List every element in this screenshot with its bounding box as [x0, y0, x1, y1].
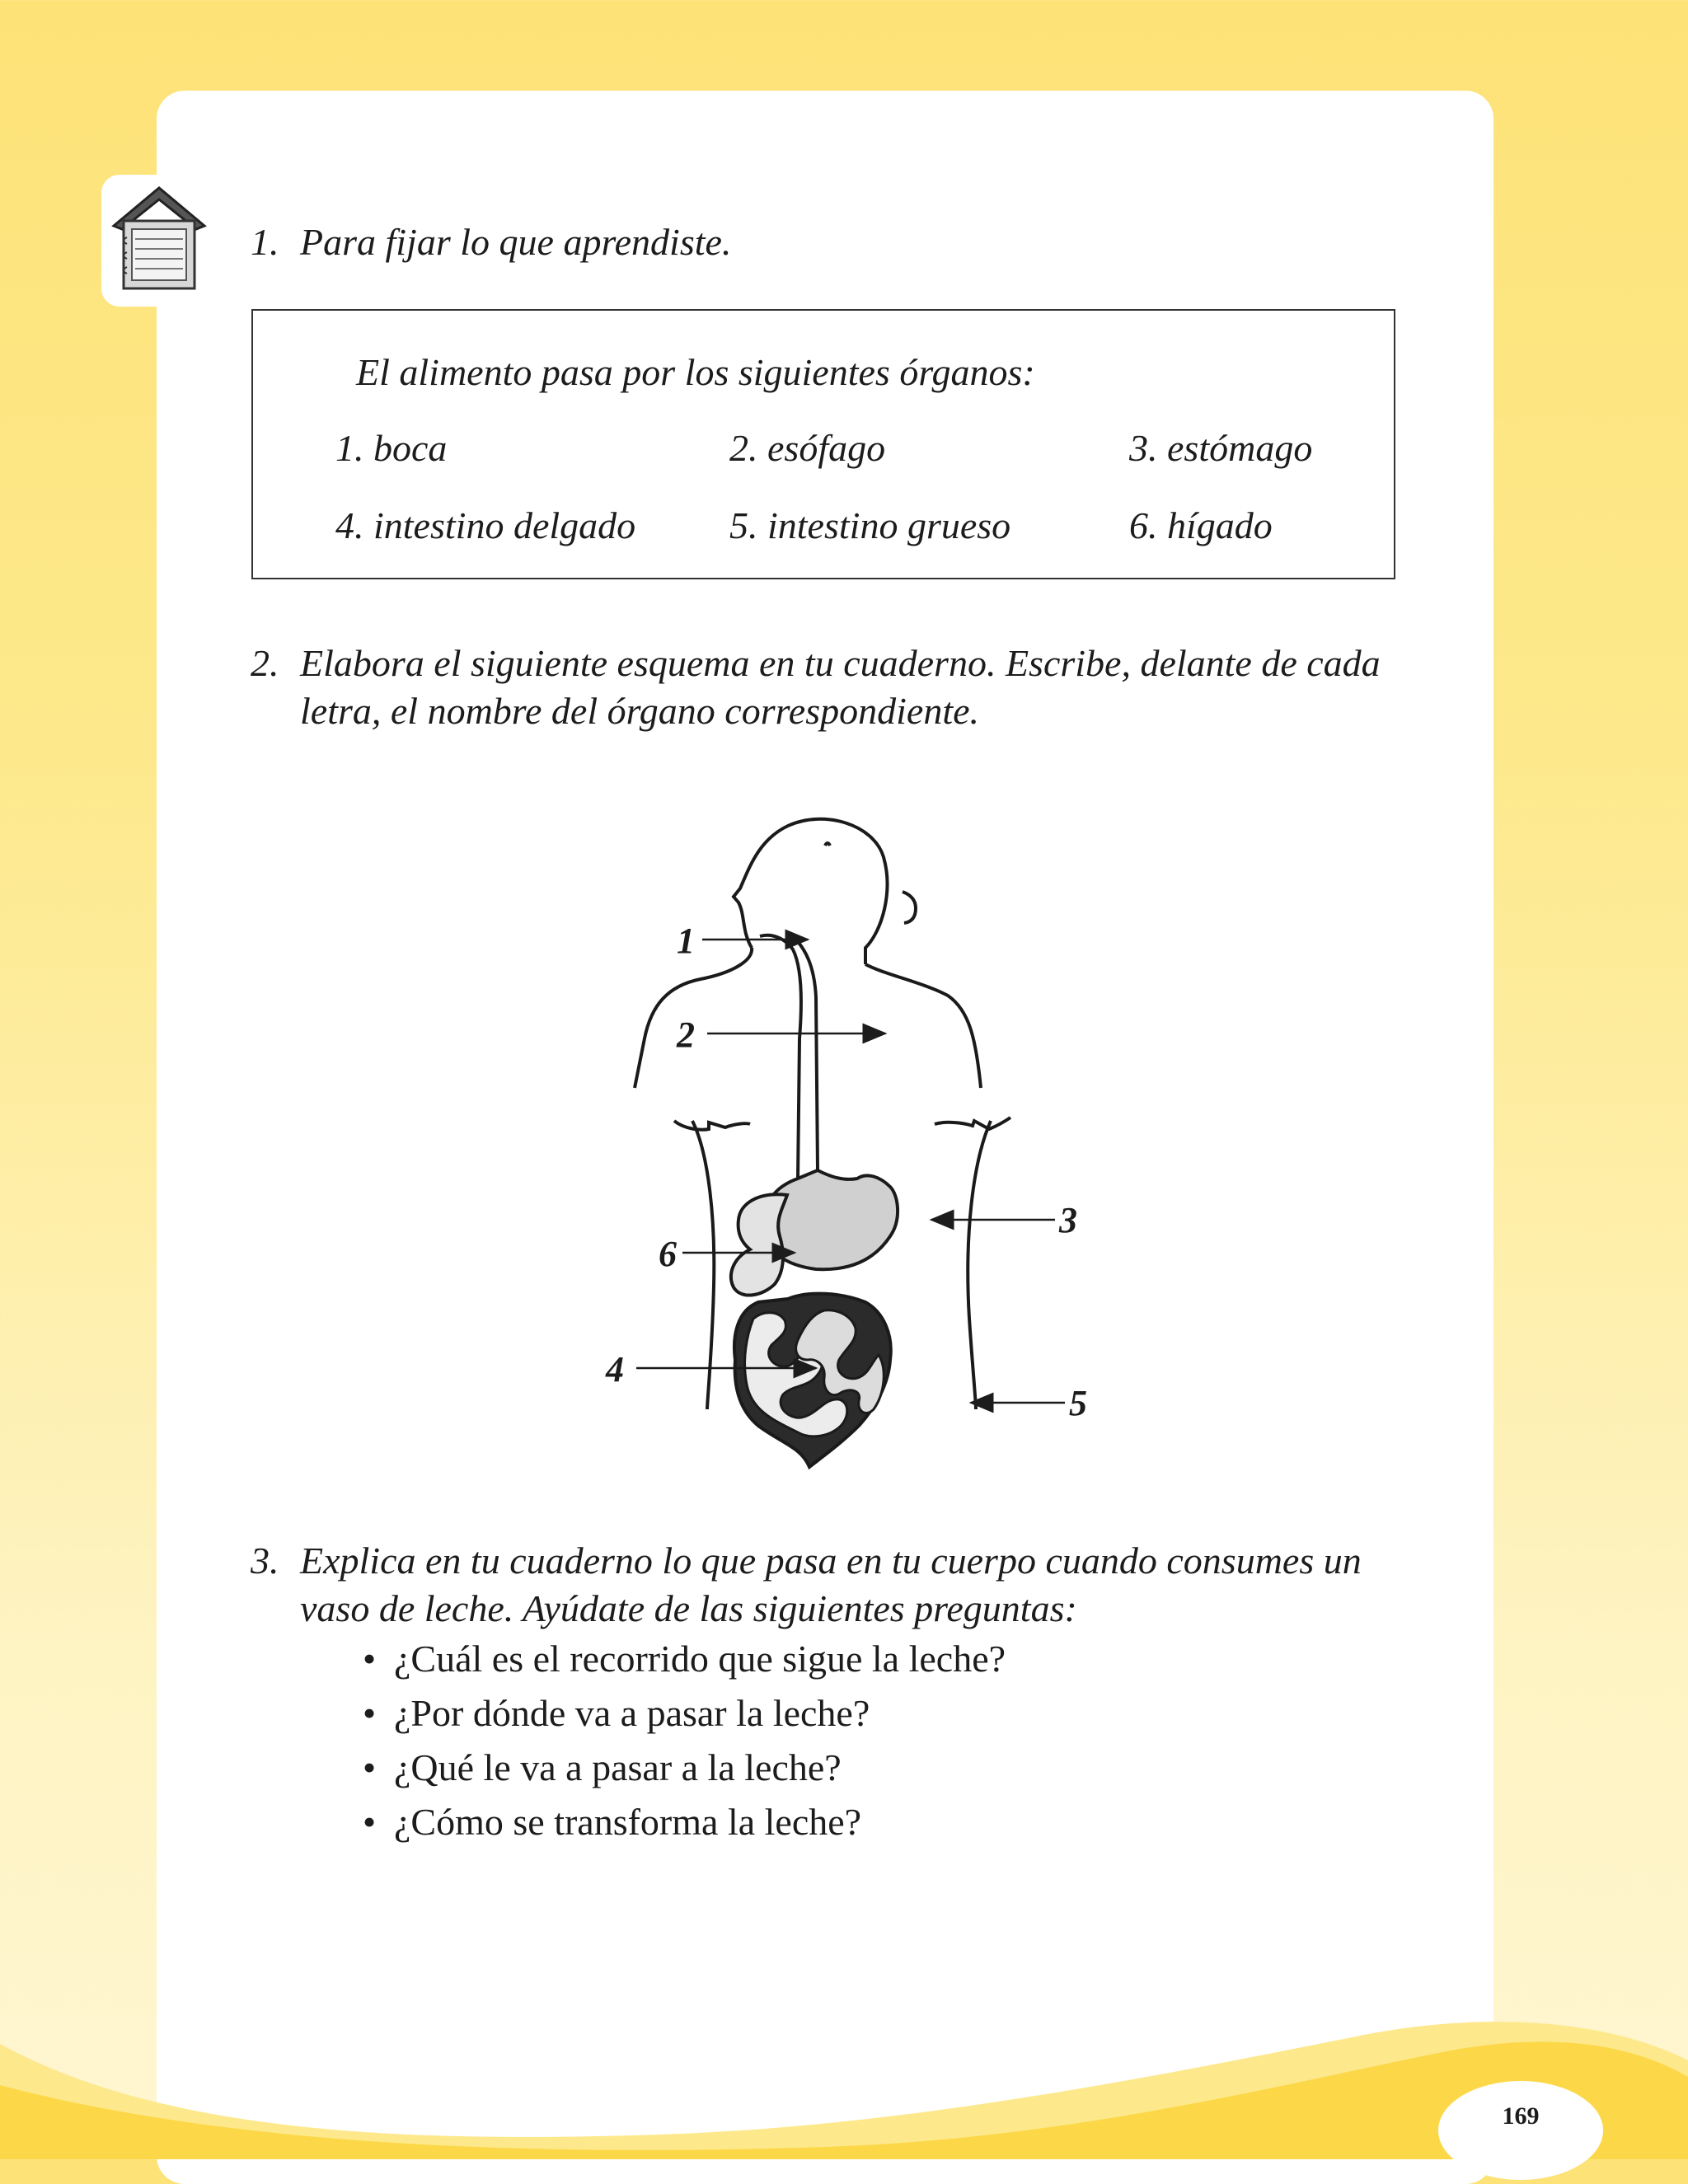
- question-1: [251, 218, 1404, 266]
- organ-box: [251, 309, 1395, 579]
- house-notebook-icon: [107, 183, 211, 295]
- diagram-label-1: 1: [677, 921, 695, 961]
- question-3: [251, 1537, 1421, 1633]
- question-text: Explica en tu cuaderno lo que pasa en tu cuerpo cuando consumes un vaso de leche. Ayúdate de las siguientes preguntas:: [300, 1540, 1362, 1629]
- question-text: Para fijar lo que aprendiste.: [300, 221, 732, 263]
- organ-item: 3. estómago: [1129, 427, 1313, 469]
- question-list: [363, 1632, 1006, 1849]
- diagram-label-5: 5: [1069, 1383, 1087, 1423]
- organ-item: 5. intestino grueso: [729, 504, 1011, 546]
- organ-item: 4. intestino delgado: [335, 504, 636, 546]
- footer-wave: [0, 2011, 1688, 2159]
- organ-box-intro: El alimento pasa por los siguientes órganos:: [356, 351, 1035, 393]
- intestines-shape: [734, 1294, 891, 1467]
- diagram-label-4: 4: [606, 1349, 624, 1390]
- question-2: [251, 640, 1421, 735]
- digestive-system-diagram: [577, 791, 1137, 1492]
- question-text: Elabora el siguiente esquema en tu cuaderno. Escribe, delante de cada letra, el nombre del órgano correspondiente.: [300, 642, 1381, 732]
- list-item: • ¿Cómo se transforma la leche?: [363, 1795, 1006, 1849]
- list-item: • ¿Qué le va a pasar a la leche?: [363, 1741, 1006, 1795]
- list-item: • ¿Cuál es el recorrido que sigue la leche?: [363, 1632, 1006, 1686]
- liver-shape: [731, 1194, 787, 1295]
- page-number-badge: [1438, 2081, 1603, 2180]
- diagram-label-2: 2: [677, 1015, 695, 1055]
- diagram-label-3: 3: [1059, 1200, 1077, 1240]
- question-number: 1.: [251, 221, 279, 263]
- diagram-label-6: 6: [659, 1234, 677, 1274]
- list-item: • ¿Por dónde va a pasar la leche?: [363, 1686, 1006, 1741]
- organ-item: 6. hígado: [1129, 504, 1273, 546]
- question-number: 3.: [251, 1540, 279, 1582]
- question-number: 2.: [251, 642, 279, 684]
- page-number: 169: [1502, 2102, 1540, 2130]
- organ-item: 1. boca: [335, 427, 448, 469]
- organ-item: 2. esófago: [729, 427, 886, 469]
